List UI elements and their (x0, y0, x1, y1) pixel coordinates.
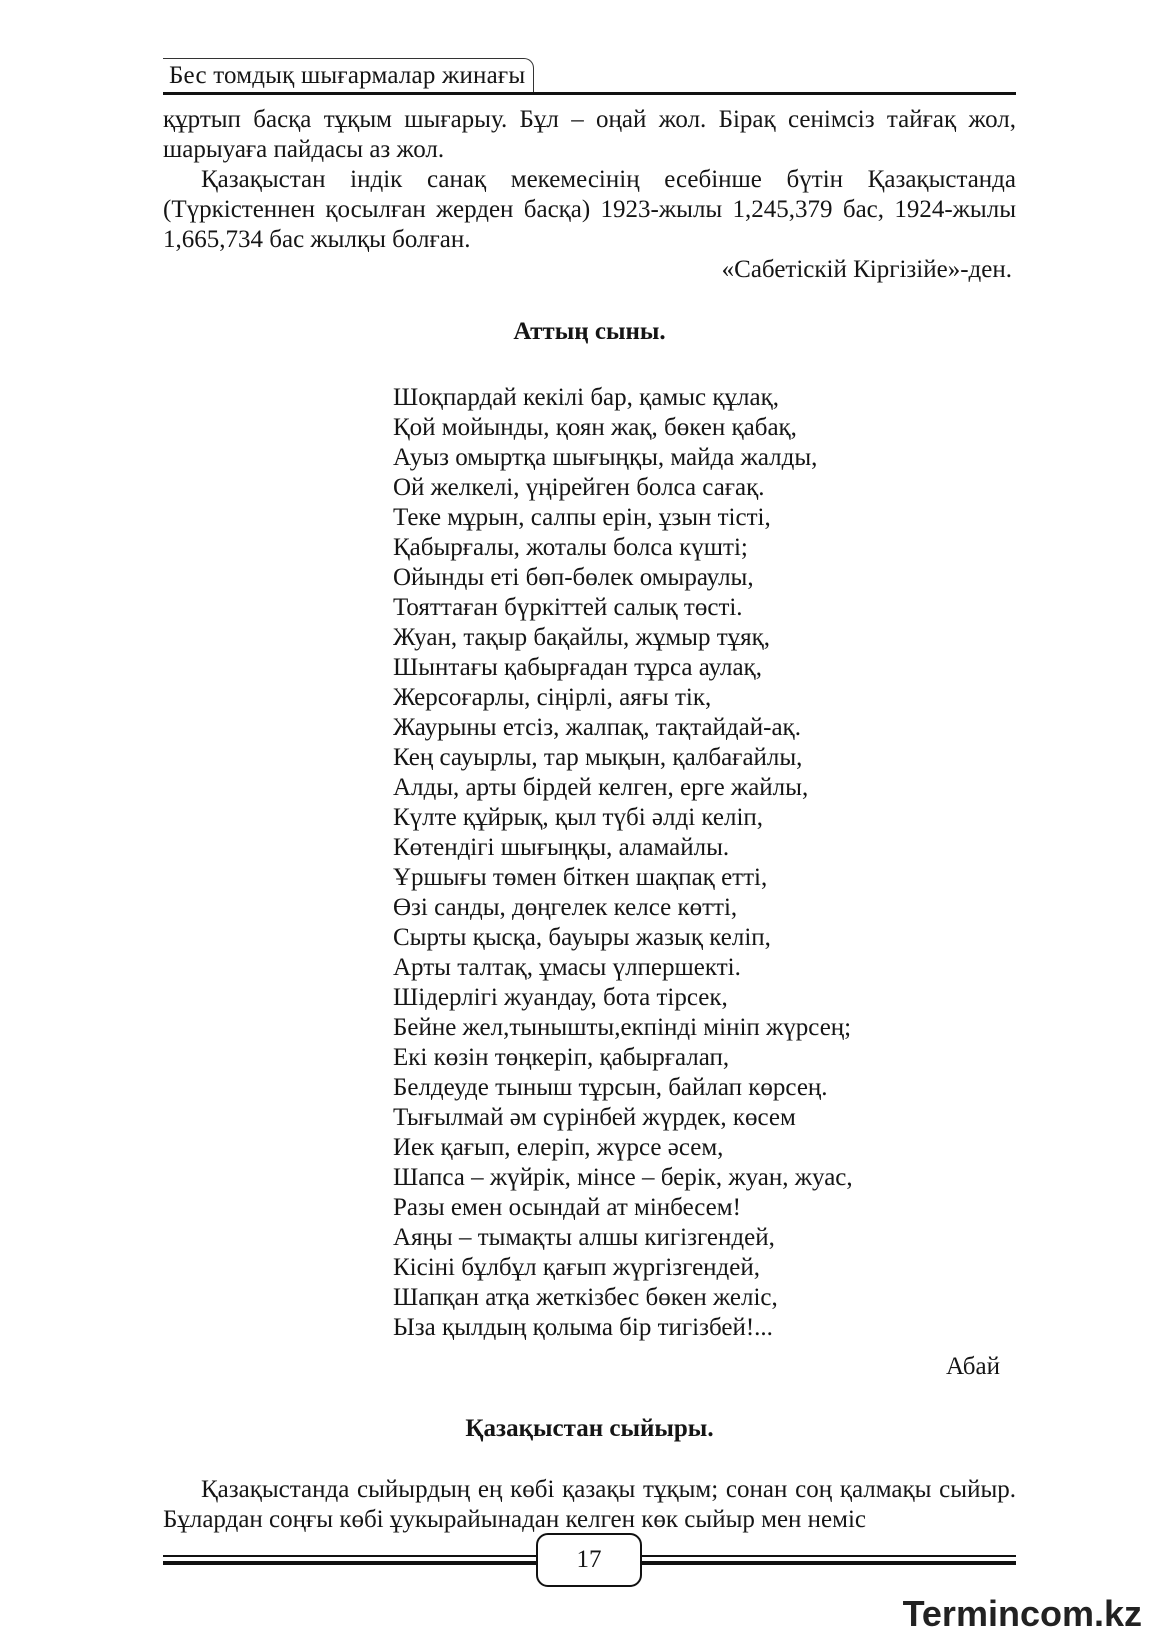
poem-line: Шапқан атқа жеткізбес бөкен желіс, (393, 1284, 778, 1311)
poem-title: Аттың сыны. (513, 318, 666, 345)
poem-line: Кең сауырлы, тар мықын, қалбағайлы, (393, 744, 803, 771)
cow-section-title: Қазақыстан сыйыры. (465, 1415, 714, 1442)
poem-body (393, 383, 953, 1343)
poem-line: Шапса – жүйрік, мінсе – берік, жуан, жуас, (393, 1164, 853, 1191)
page-footer (163, 1533, 1016, 1585)
poem-line: Сырты қысқа, бауыры жазық келіп, (393, 924, 771, 951)
header-rule (163, 92, 1016, 95)
poem-line: Қой мойынды, қоян жақ, бөкен қабақ, (393, 414, 797, 441)
poem-line: Екі көзін төңкеріп, қабырғалап, (393, 1044, 730, 1071)
poem-line: Жуан, тақыр бақайлы, жұмыр тұяқ, (393, 624, 771, 651)
poem-line: Белдеуде тыныш тұрсын, байлап көрсең. (393, 1074, 828, 1101)
poem-line: Разы емен осындай ат мінбесем! (393, 1194, 741, 1221)
poem-line: Кісіні бұлбұл қағып жүргізгендей, (393, 1254, 760, 1281)
poem-line: Жаурыны етсіз, жалпақ, тақтайдай-ақ. (393, 714, 801, 741)
poem-line: Ұршығы төмен біткен шақпақ етті, (393, 864, 768, 891)
poem-line: Бейне жел,тынышты,екпінді мініп жүрсең; (393, 1014, 852, 1041)
poem-line: Ауыз омыртқа шығыңқы, майда жалды, (393, 444, 818, 471)
poem-line: Жерсоғарлы, сіңірлі, аяғы тік, (393, 684, 712, 711)
poem-line: Алды, арты бірдей келген, ерге жайлы, (393, 774, 809, 801)
poem-line: Тығылмай әм сүрінбей жүрдек, көсем (393, 1104, 796, 1131)
poem-line: Қабырғалы, жоталы болса күшті; (393, 534, 748, 561)
poem-line: Аяңы – тымақты алшы кигізгендей, (393, 1224, 775, 1251)
poem-line: Арты талтақ, ұмасы үлпершекті. (393, 954, 741, 981)
poem-line: Өзі санды, дөңгелек келсе көтті, (393, 894, 738, 921)
cow-paragraph: Қазақыстанда сыйырдың ең көбі қазақы тұқым; сонан соң қалмақы сыйыр. Бұлардан соңғы көбі ұукырайынадан келген көк сыйыр мен неміс (163, 1476, 1016, 1533)
poem-line: Көтендігі шығыңқы, аламайлы. (393, 834, 730, 861)
poem-line: Күлте құйрық, қыл түбі әлді келіп, (393, 804, 764, 831)
watermark-logo: Termincom.kz (902, 1593, 1142, 1634)
poem-line: Ойынды еті бөп-бөлек омыраулы, (393, 564, 754, 591)
intro-paragraph: құртып басқа тұқым шығарыу. Бұл – оңай жол. Бірақ сенімсіз тайғақ жол, шарыуаға пайдасы аз жол. (163, 106, 1016, 163)
poem-author: Абай (946, 1353, 1000, 1380)
poem-line: Ыза қылдың қолыма бір тигізбей!... (393, 1314, 773, 1341)
header-title: Бес томдық шығармалар жинағы (163, 58, 534, 93)
page-number: 17 (536, 1533, 642, 1587)
poem-line: Шынтағы қабырғадан тұрса аулақ, (393, 654, 762, 681)
source-note: «Сабетіскій Кіргізійе»-ден. (721, 256, 1012, 283)
poem-line: Шідерлігі жуандау, бота тірсек, (393, 984, 728, 1011)
poem-line: Ой желкелі, үңірейген болса сағақ. (393, 474, 765, 501)
running-header (163, 52, 1016, 94)
poem-line: Теке мұрын, салпы ерін, ұзын тісті, (393, 504, 771, 531)
poem-line: Тояттаған бүркіттей салық төсті. (393, 594, 743, 621)
poem-line: Иек қағып, елеріп, жүрсе әсем, (393, 1134, 724, 1161)
poem-line: Шоқпардай кекілі бар, қамыс құлақ, (393, 384, 779, 411)
stats-paragraph: Қазақыстан індік санақ мекемесінің есебінше бүтін Қазақыстанда (Түркістеннен қосылған жерден басқа) 1923-жылы 1,245,379 бас, 1924-жылы 1,665,734 бас жылқы болған. (163, 166, 1016, 253)
